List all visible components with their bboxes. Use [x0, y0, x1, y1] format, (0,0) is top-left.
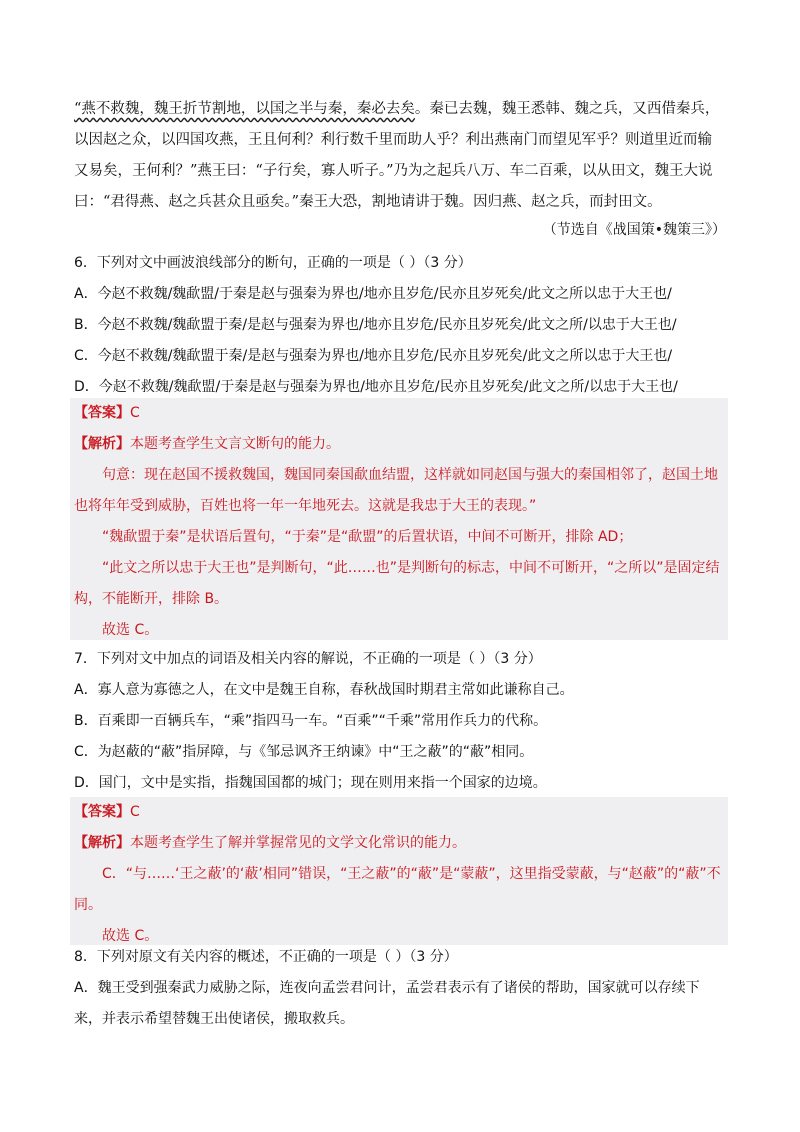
option-a: A．今赵不救魏/魏歃盟/于秦是赵与强秦为界也/地亦且岁危/民亦且岁死矣/此文之所以忠于大王也/	[74, 286, 672, 302]
passage-source: （节选自《战国策•魏策三》）	[542, 222, 726, 238]
wavy-underlined-text: “燕不救魏，魏王折节割地，以国之半与秦，秦必去矣	[74, 101, 415, 117]
answer-tag: 【答案】	[74, 804, 130, 820]
passage-text: 。秦已去魏，魏王悉韩、魏之兵，又西借秦兵，以因赵之众，以四国攻燕，王且何利？利行数千里而助人乎？利出燕南门而望见军乎？则道里近而输又易矣，王何利？”燕王曰：“子行矣，寡人听子。”乃为之起兵八万、车二百乘，以从田文，魏王大说曰：“君得燕、赵之兵甚众且亟矣。”秦王大恐，割地请讲于魏。因归燕、赵之兵，而封田文。	[74, 101, 720, 210]
analysis-paragraph: C．“与……‘王之蔽’的‘蔽’相同”错误，“王之蔽”的“蔽”是“蒙蔽”，这里指受蒙蔽，与“赵蔽”的“蔽”不同。	[74, 866, 721, 913]
analysis-text: 本题考查学生文言文断句的能力。	[130, 436, 340, 452]
question-stem: 8．下列对原文有关内容的概述，不正确的一项是（ ）（3 分）	[74, 949, 458, 965]
option-d: D．今赵不救魏/魏歃盟/于秦是赵与强秦为界也/地亦且岁危/民亦且岁死矣/此文之所/以忠于大王也/	[74, 379, 678, 395]
option-c: C．今赵不救魏/魏歃盟于秦/是赵与强秦为界也/地亦且岁危/民亦且岁死矣/此文之所以忠于大王也/	[74, 348, 673, 364]
analysis-tag: 【解析】	[74, 436, 130, 452]
passage-paragraph	[74, 94, 726, 218]
question-8	[74, 942, 726, 1035]
analysis-paragraph: 故选 C。	[102, 622, 159, 638]
answer-box-6	[70, 398, 728, 640]
answer-value: C	[130, 405, 140, 421]
option-a: A．魏王受到强秦武力威胁之际，连夜向孟尝君问计，孟尝君表示有了诸侯的帮助，国家就可以存续下来，并表示希望替魏王出使诸侯，搬取救兵。	[74, 980, 700, 1027]
analysis-paragraph: “魏歃盟于秦”是状语后置句，“于秦”是“歃盟”的后置状语，中间不可断开，排除 AD；	[102, 529, 633, 545]
answer-tag: 【答案】	[74, 405, 130, 421]
answer-line	[70, 398, 728, 429]
question-7	[74, 644, 726, 799]
question-6	[74, 248, 726, 403]
option-c: C．为赵蔽的“蔽”指屏障，与《邹忌讽齐王纳谏》中“王之蔽”的“蔽”相同。	[74, 744, 534, 760]
analysis-line	[70, 429, 728, 460]
analysis-tag: 【解析】	[74, 835, 130, 851]
option-b: B．百乘即一百辆兵车，“乘”指四马一车。“百乘”“千乘”常用作兵力的代称。	[74, 713, 548, 729]
question-stem: 6．下列对文中画波浪线部分的断句，正确的一项是（ ）（3 分）	[74, 255, 472, 271]
answer-value: C	[130, 804, 140, 820]
answer-line	[70, 797, 728, 828]
answer-box-7	[70, 797, 728, 945]
analysis-paragraph: “此文之所以忠于大王也”是判断句，“此……也”是判断句的标志，中间不可断开，“之所以”是固定结构，不能断开，排除 B。	[74, 560, 720, 607]
analysis-paragraph: 句意：现在赵国不援救魏国，魏国同秦国歃血结盟，这样就如同赵国与强大的秦国相邻了，赵国土地也将年年受到威胁，百姓也将一年一年地死去。这就是我忠于大王的表现。”	[74, 467, 718, 514]
analysis-paragraph: 故选 C。	[102, 928, 159, 944]
analysis-text: 本题考查学生了解并掌握常见的文学文化常识的能力。	[130, 835, 466, 851]
analysis-line	[70, 828, 728, 859]
passage	[74, 94, 726, 218]
question-stem: 7．下列对文中加点的词语及相关内容的解说，不正确的一项是（ ）（3 分）	[74, 651, 542, 667]
option-b: B．今赵不救魏/魏歃盟于秦/是赵与强秦为界也/地亦且岁危/民亦且岁死矣/此文之所/以忠于大王也/	[74, 317, 677, 333]
option-d: D．国门，文中是实指，指魏国国都的城门；现在则用来指一个国家的边境。	[74, 775, 547, 791]
option-a: A．寡人意为寡德之人，在文中是魏王自称，春秋战国时期君主常如此谦称自己。	[74, 682, 574, 698]
